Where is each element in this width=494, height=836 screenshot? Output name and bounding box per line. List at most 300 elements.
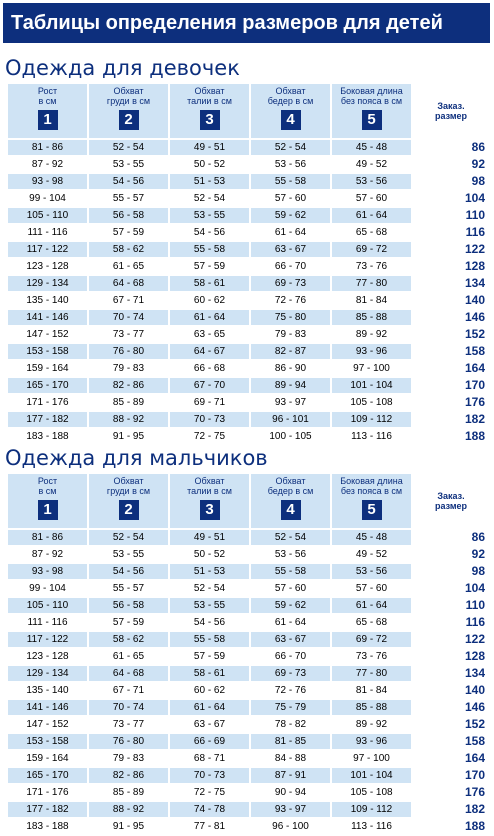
table-cell: 69 - 72 — [332, 632, 411, 647]
table-cell: 70 - 74 — [89, 700, 168, 715]
column-header-line2: бедер в см — [267, 96, 314, 106]
table-cell: 75 - 79 — [251, 700, 330, 715]
column-header-label — [251, 86, 330, 108]
table-row — [8, 785, 489, 800]
column-header-line1: Рост — [37, 476, 58, 486]
table-cell: 54 - 56 — [89, 174, 168, 189]
table-cell: 81 - 84 — [332, 683, 411, 698]
table-cell: 49 - 51 — [170, 530, 249, 545]
table-row — [8, 208, 489, 223]
girls-section-title: Одежда для девочек — [5, 56, 240, 80]
table-cell: 123 - 128 — [8, 259, 87, 274]
table-cell: 53 - 56 — [251, 547, 330, 562]
table-cell: 66 - 70 — [251, 649, 330, 664]
column-header-line1: Рост — [37, 86, 58, 96]
table-cell: 72 - 76 — [251, 293, 330, 308]
table-row — [8, 310, 489, 325]
table-body — [8, 530, 489, 834]
table-cell: 135 - 140 — [8, 293, 87, 308]
order-size-cell: 182 — [413, 412, 489, 427]
table-row — [8, 819, 489, 834]
page-title-banner: Таблицы определения размеров для детей — [3, 3, 490, 43]
table-cell: 67 - 70 — [170, 378, 249, 393]
table-cell: 135 - 140 — [8, 683, 87, 698]
table-row — [8, 174, 489, 189]
table-cell: 51 - 53 — [170, 174, 249, 189]
table-row — [8, 395, 489, 410]
table-cell: 101 - 104 — [332, 378, 411, 393]
table-row — [8, 802, 489, 817]
table-cell: 54 - 56 — [89, 564, 168, 579]
table-cell: 85 - 88 — [332, 700, 411, 715]
table-row — [8, 140, 489, 155]
table-cell: 52 - 54 — [251, 140, 330, 155]
table-row — [8, 429, 489, 444]
column-header — [170, 474, 249, 528]
column-header-line1: Обхват — [194, 86, 225, 96]
table-cell: 183 - 188 — [8, 819, 87, 834]
table-cell: 159 - 164 — [8, 361, 87, 376]
table-cell: 113 - 116 — [332, 819, 411, 834]
table-cell: 147 - 152 — [8, 717, 87, 732]
table-cell: 52 - 54 — [89, 140, 168, 155]
table-cell: 56 - 58 — [89, 208, 168, 223]
table-row — [8, 632, 489, 647]
table-row — [8, 700, 489, 715]
boys-section-title: Одежда для мальчиков — [5, 446, 268, 470]
order-size-cell: 170 — [413, 768, 489, 783]
table-cell: 55 - 57 — [89, 191, 168, 206]
column-header-line1: Боковая длина — [340, 86, 403, 96]
table-cell: 183 - 188 — [8, 429, 87, 444]
table-cell: 91 - 95 — [89, 429, 168, 444]
column-header — [413, 474, 489, 528]
order-size-cell: 140 — [413, 683, 489, 698]
table-row — [8, 327, 489, 342]
column-header-line1: Обхват — [113, 86, 144, 96]
table-cell: 61 - 64 — [251, 615, 330, 630]
table-cell: 55 - 58 — [170, 242, 249, 257]
table-cell: 177 - 182 — [8, 412, 87, 427]
table-cell: 91 - 95 — [89, 819, 168, 834]
column-header-line1: Обхват — [194, 476, 225, 486]
table-cell: 60 - 62 — [170, 293, 249, 308]
table-body — [8, 140, 489, 444]
table-cell: 171 - 176 — [8, 785, 87, 800]
order-size-cell: 116 — [413, 615, 489, 630]
column-number-badge: 5 — [362, 110, 382, 130]
column-header — [89, 474, 168, 528]
table-cell: 147 - 152 — [8, 327, 87, 342]
column-header-line2: в см — [38, 96, 57, 106]
order-size-cell: 134 — [413, 666, 489, 681]
table-cell: 56 - 58 — [89, 598, 168, 613]
order-size-cell: 140 — [413, 293, 489, 308]
column-header-label — [8, 86, 87, 108]
table-row — [8, 276, 489, 291]
order-size-cell: 164 — [413, 751, 489, 766]
table-cell: 75 - 80 — [251, 310, 330, 325]
table-cell: 63 - 67 — [251, 632, 330, 647]
table-cell: 165 - 170 — [8, 768, 87, 783]
table-row — [8, 649, 489, 664]
table-cell: 57 - 59 — [89, 225, 168, 240]
table-row — [8, 615, 489, 630]
table-cell: 57 - 60 — [251, 581, 330, 596]
table-cell: 66 - 68 — [170, 361, 249, 376]
order-size-cell: 104 — [413, 191, 489, 206]
column-header-label — [413, 101, 489, 121]
table-cell: 57 - 60 — [251, 191, 330, 206]
order-size-cell: 104 — [413, 581, 489, 596]
table-cell: 50 - 52 — [170, 547, 249, 562]
table-cell: 141 - 146 — [8, 700, 87, 715]
table-row — [8, 225, 489, 240]
order-size-cell: 152 — [413, 327, 489, 342]
table-cell: 68 - 71 — [170, 751, 249, 766]
table-cell: 61 - 65 — [89, 259, 168, 274]
column-header-label — [170, 476, 249, 498]
table-cell: 93 - 96 — [332, 734, 411, 749]
column-header-label — [332, 86, 411, 108]
table-cell: 52 - 54 — [251, 530, 330, 545]
column-number-badge: 4 — [281, 110, 301, 130]
table-cell: 61 - 64 — [332, 598, 411, 613]
table-cell: 58 - 61 — [170, 666, 249, 681]
column-header — [251, 474, 330, 528]
table-cell: 99 - 104 — [8, 581, 87, 596]
table-cell: 79 - 83 — [89, 751, 168, 766]
order-size-cell: 176 — [413, 395, 489, 410]
order-size-cell: 122 — [413, 632, 489, 647]
table-cell: 76 - 80 — [89, 734, 168, 749]
column-number-badge: 4 — [281, 500, 301, 520]
table-cell: 74 - 78 — [170, 802, 249, 817]
table-cell: 96 - 100 — [251, 819, 330, 834]
order-size-cell: 92 — [413, 547, 489, 562]
column-header-line2: талии в см — [187, 96, 232, 106]
table-cell: 61 - 64 — [332, 208, 411, 223]
table-row — [8, 666, 489, 681]
column-header-line1: Обхват — [275, 476, 306, 486]
table-cell: 88 - 92 — [89, 412, 168, 427]
table-cell: 177 - 182 — [8, 802, 87, 817]
column-header-line2: бедер в см — [267, 486, 314, 496]
table-cell: 79 - 83 — [89, 361, 168, 376]
table-cell: 57 - 60 — [332, 581, 411, 596]
table-cell: 72 - 75 — [170, 785, 249, 800]
column-header — [170, 84, 249, 138]
order-size-cell: 188 — [413, 819, 489, 834]
table-cell: 109 - 112 — [332, 412, 411, 427]
table-cell: 45 - 48 — [332, 530, 411, 545]
table-cell: 82 - 86 — [89, 768, 168, 783]
table-cell: 85 - 89 — [89, 395, 168, 410]
order-size-cell: 134 — [413, 276, 489, 291]
table-cell: 53 - 55 — [89, 157, 168, 172]
table-cell: 67 - 71 — [89, 293, 168, 308]
table-cell: 53 - 56 — [332, 564, 411, 579]
table-cell: 65 - 68 — [332, 225, 411, 240]
table-cell: 55 - 58 — [251, 174, 330, 189]
order-size-cell: 164 — [413, 361, 489, 376]
table-row — [8, 259, 489, 274]
table-cell: 111 - 116 — [8, 615, 87, 630]
table-cell: 89 - 92 — [332, 717, 411, 732]
column-header — [251, 84, 330, 138]
order-size-cell: 110 — [413, 598, 489, 613]
table-cell: 58 - 62 — [89, 242, 168, 257]
column-header-line2: размер — [434, 501, 468, 511]
order-size-cell: 152 — [413, 717, 489, 732]
table-row — [8, 412, 489, 427]
table-cell: 69 - 72 — [332, 242, 411, 257]
column-header — [332, 474, 411, 528]
column-header-label — [89, 86, 168, 108]
table-cell: 153 - 158 — [8, 734, 87, 749]
column-number-badge: 2 — [119, 500, 139, 520]
table-cell: 52 - 54 — [170, 581, 249, 596]
table-cell: 100 - 105 — [251, 429, 330, 444]
table-cell: 101 - 104 — [332, 768, 411, 783]
order-size-cell: 146 — [413, 310, 489, 325]
column-number-badge: 5 — [362, 500, 382, 520]
table-cell: 70 - 74 — [89, 310, 168, 325]
table-header — [8, 474, 489, 528]
table-cell: 61 - 64 — [170, 310, 249, 325]
column-number-badge: 1 — [38, 110, 58, 130]
column-number-badge: 3 — [200, 500, 220, 520]
table-cell: 59 - 62 — [251, 208, 330, 223]
table-cell: 45 - 48 — [332, 140, 411, 155]
table-cell: 117 - 122 — [8, 632, 87, 647]
table-cell: 57 - 59 — [170, 649, 249, 664]
table-row — [8, 751, 489, 766]
table-cell: 53 - 56 — [251, 157, 330, 172]
column-header-label — [413, 491, 489, 511]
table-cell: 69 - 73 — [251, 666, 330, 681]
table-cell: 51 - 53 — [170, 564, 249, 579]
table-row — [8, 734, 489, 749]
table-cell: 82 - 86 — [89, 378, 168, 393]
table-cell: 69 - 71 — [170, 395, 249, 410]
table-cell: 87 - 92 — [8, 157, 87, 172]
table-cell: 93 - 97 — [251, 802, 330, 817]
column-header-line2: груди в см — [106, 96, 151, 106]
column-header-line1: Обхват — [113, 476, 144, 486]
table-cell: 97 - 100 — [332, 751, 411, 766]
table-cell: 50 - 52 — [170, 157, 249, 172]
table-cell: 89 - 92 — [332, 327, 411, 342]
boys-size-table — [6, 472, 491, 836]
table-cell: 57 - 59 — [89, 615, 168, 630]
table-cell: 52 - 54 — [89, 530, 168, 545]
column-header — [8, 474, 87, 528]
table-cell: 49 - 52 — [332, 157, 411, 172]
table-cell: 123 - 128 — [8, 649, 87, 664]
table-cell: 63 - 67 — [251, 242, 330, 257]
column-header-label — [332, 476, 411, 498]
table-cell: 81 - 86 — [8, 530, 87, 545]
table-cell: 64 - 68 — [89, 276, 168, 291]
table-cell: 117 - 122 — [8, 242, 87, 257]
table-cell: 49 - 52 — [332, 547, 411, 562]
table-cell: 69 - 73 — [251, 276, 330, 291]
table-cell: 153 - 158 — [8, 344, 87, 359]
order-size-cell: 122 — [413, 242, 489, 257]
table-cell: 57 - 59 — [170, 259, 249, 274]
table-cell: 73 - 77 — [89, 717, 168, 732]
table-row — [8, 581, 489, 596]
table-cell: 58 - 62 — [89, 632, 168, 647]
column-header-label — [89, 476, 168, 498]
table-row — [8, 191, 489, 206]
column-header-line1: Заказ. — [437, 101, 465, 111]
table-cell: 88 - 92 — [89, 802, 168, 817]
order-size-cell: 158 — [413, 734, 489, 749]
table-cell: 63 - 65 — [170, 327, 249, 342]
order-size-cell: 188 — [413, 429, 489, 444]
table-cell: 60 - 62 — [170, 683, 249, 698]
order-size-cell: 116 — [413, 225, 489, 240]
table-row — [8, 530, 489, 545]
table-cell: 89 - 94 — [251, 378, 330, 393]
table-cell: 73 - 76 — [332, 259, 411, 274]
table-cell: 81 - 84 — [332, 293, 411, 308]
table-cell: 77 - 80 — [332, 276, 411, 291]
table-row — [8, 242, 489, 257]
table-cell: 55 - 58 — [251, 564, 330, 579]
order-size-cell: 176 — [413, 785, 489, 800]
table-cell: 58 - 61 — [170, 276, 249, 291]
table-cell: 86 - 90 — [251, 361, 330, 376]
table-cell: 111 - 116 — [8, 225, 87, 240]
table-cell: 165 - 170 — [8, 378, 87, 393]
table-cell: 70 - 73 — [170, 412, 249, 427]
column-header — [332, 84, 411, 138]
table-row — [8, 344, 489, 359]
order-size-cell: 110 — [413, 208, 489, 223]
table-cell: 87 - 91 — [251, 768, 330, 783]
table-cell: 81 - 85 — [251, 734, 330, 749]
table-cell: 82 - 87 — [251, 344, 330, 359]
order-size-cell: 128 — [413, 259, 489, 274]
table-row — [8, 564, 489, 579]
table-cell: 93 - 97 — [251, 395, 330, 410]
table-cell: 57 - 60 — [332, 191, 411, 206]
order-size-cell: 182 — [413, 802, 489, 817]
table-cell: 93 - 96 — [332, 344, 411, 359]
table-cell: 129 - 134 — [8, 276, 87, 291]
table-cell: 52 - 54 — [170, 191, 249, 206]
order-size-cell: 98 — [413, 564, 489, 579]
column-header-line2: без пояса в см — [340, 96, 403, 106]
order-size-cell: 86 — [413, 530, 489, 545]
order-size-cell: 92 — [413, 157, 489, 172]
order-size-cell: 146 — [413, 700, 489, 715]
table-cell: 96 - 101 — [251, 412, 330, 427]
table-cell: 159 - 164 — [8, 751, 87, 766]
column-header — [413, 84, 489, 138]
table-row — [8, 293, 489, 308]
table-row — [8, 547, 489, 562]
table-header — [8, 84, 489, 138]
column-header-line2: в см — [38, 486, 57, 496]
column-header — [89, 84, 168, 138]
column-header-line2: размер — [434, 111, 468, 121]
table-cell: 64 - 67 — [170, 344, 249, 359]
table-cell: 53 - 55 — [170, 598, 249, 613]
order-size-cell: 98 — [413, 174, 489, 189]
column-header-line2: талии в см — [187, 486, 232, 496]
table-cell: 59 - 62 — [251, 598, 330, 613]
table-cell: 105 - 108 — [332, 785, 411, 800]
table-cell: 66 - 69 — [170, 734, 249, 749]
table-cell: 90 - 94 — [251, 785, 330, 800]
table-cell: 129 - 134 — [8, 666, 87, 681]
table-cell: 65 - 68 — [332, 615, 411, 630]
table-cell: 54 - 56 — [170, 225, 249, 240]
table-cell: 93 - 98 — [8, 174, 87, 189]
table-cell: 64 - 68 — [89, 666, 168, 681]
column-header-line1: Боковая длина — [340, 476, 403, 486]
order-size-cell: 128 — [413, 649, 489, 664]
table-row — [8, 768, 489, 783]
column-header-label — [8, 476, 87, 498]
table-cell: 78 - 82 — [251, 717, 330, 732]
table-cell: 73 - 77 — [89, 327, 168, 342]
table-cell: 49 - 51 — [170, 140, 249, 155]
table-cell: 93 - 98 — [8, 564, 87, 579]
table-cell: 171 - 176 — [8, 395, 87, 410]
table-row — [8, 361, 489, 376]
column-header-label — [170, 86, 249, 108]
table-row — [8, 717, 489, 732]
column-number-badge: 2 — [119, 110, 139, 130]
column-header — [8, 84, 87, 138]
table-cell: 66 - 70 — [251, 259, 330, 274]
table-cell: 77 - 80 — [332, 666, 411, 681]
order-size-cell: 158 — [413, 344, 489, 359]
table-cell: 55 - 57 — [89, 581, 168, 596]
table-cell: 61 - 65 — [89, 649, 168, 664]
column-header-line1: Обхват — [275, 86, 306, 96]
table-cell: 105 - 108 — [332, 395, 411, 410]
table-cell: 81 - 86 — [8, 140, 87, 155]
table-cell: 105 - 110 — [8, 208, 87, 223]
order-size-cell: 86 — [413, 140, 489, 155]
table-cell: 55 - 58 — [170, 632, 249, 647]
table-row — [8, 683, 489, 698]
girls-size-table — [6, 82, 491, 446]
column-header-label — [251, 476, 330, 498]
column-header-line2: без пояса в см — [340, 486, 403, 496]
table-row — [8, 598, 489, 613]
order-size-cell: 170 — [413, 378, 489, 393]
table-cell: 113 - 116 — [332, 429, 411, 444]
table-cell: 141 - 146 — [8, 310, 87, 325]
table-cell: 77 - 81 — [170, 819, 249, 834]
column-header-line1: Заказ. — [437, 491, 465, 501]
table-cell: 97 - 100 — [332, 361, 411, 376]
table-row — [8, 378, 489, 393]
table-cell: 72 - 75 — [170, 429, 249, 444]
table-cell: 61 - 64 — [170, 700, 249, 715]
column-header-line2: груди в см — [106, 486, 151, 496]
table-cell: 105 - 110 — [8, 598, 87, 613]
table-cell: 76 - 80 — [89, 344, 168, 359]
table-cell: 61 - 64 — [251, 225, 330, 240]
